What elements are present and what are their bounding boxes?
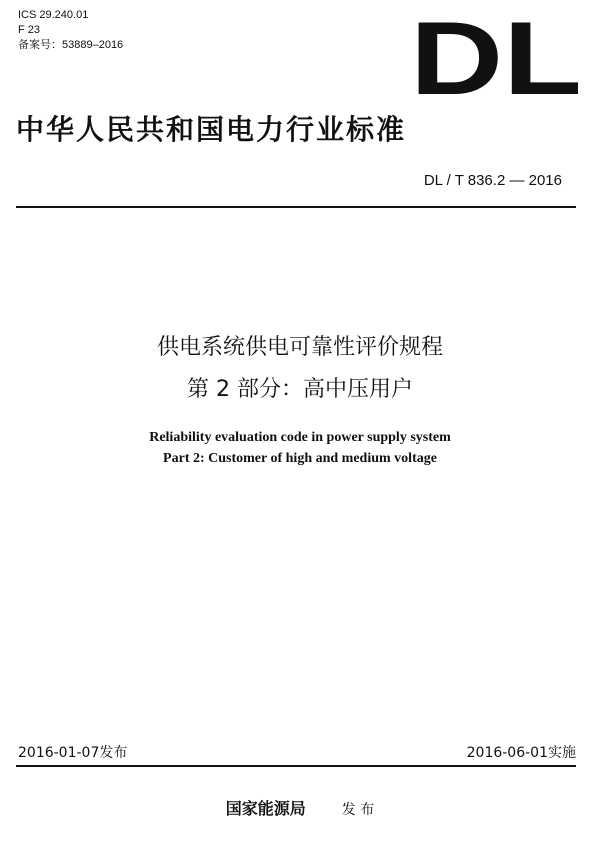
- title-en-line2: Part 2: Customer of high and medium voltage: [163, 451, 437, 466]
- issuer-name: 国家能源局: [225, 799, 306, 818]
- issuer-action: 发 布: [341, 802, 375, 818]
- category-code: F 23: [18, 24, 41, 36]
- issuer-line: [0, 796, 600, 819]
- title-zh-line1: 供电系统供电可靠性评价规程: [156, 335, 443, 360]
- ics-code: ICS 29.240.01: [18, 9, 89, 21]
- standard-number: DL / T 836.2 — 2016: [423, 172, 562, 189]
- title-en-line1: Reliability evaluation code in power supply system: [149, 430, 451, 445]
- bottom-divider: [16, 765, 576, 767]
- dl-logo: [406, 10, 586, 102]
- organization-title: 中华人民共和国电力行业标准: [16, 113, 407, 146]
- dl-logo-text: DL: [410, 10, 582, 102]
- top-divider: [16, 206, 576, 208]
- title-zh-line2: 第 2 部分：高中压用户: [187, 377, 413, 402]
- record-number: 备案号：53889–2016: [18, 39, 124, 51]
- issue-date: 2016-01-07发布: [18, 745, 128, 761]
- header-meta: [18, 8, 123, 53]
- effective-date: 2016-06-01实施: [466, 745, 576, 761]
